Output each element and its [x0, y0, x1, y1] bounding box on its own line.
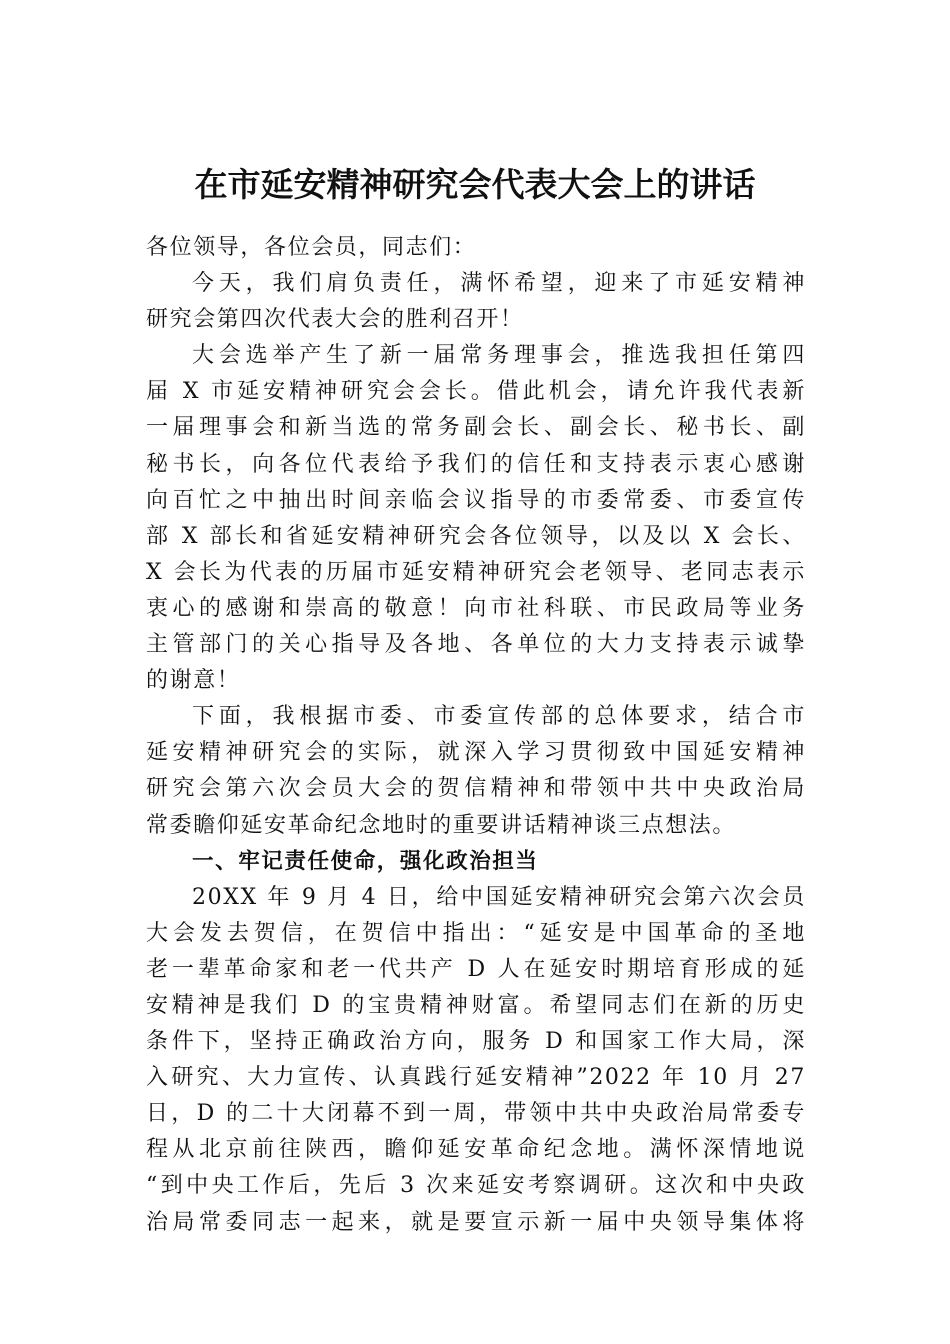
paragraph-line: 今天，我们肩负责任，满怀希望，迎来了市延安精神: [192, 271, 806, 297]
paragraph-line: 程从北京前往陕西，瞻仰延安革命纪念地。满怀深情地说: [146, 1137, 806, 1163]
paragraph-line: “到中央工作后，先后 3 次来延安考察调研。这次和中央政: [146, 1173, 806, 1199]
paragraph-line: 入研究、大力宣传、认真践行延安精神”2022 年 10 月 27: [146, 1065, 806, 1091]
document-title: 在市延安精神研究会代表大会上的讲话: [194, 165, 756, 204]
paragraph-line: 治局常委同志一起来，就是要宣示新一届中央领导集体将: [146, 1209, 806, 1235]
paragraph-line: 常委瞻仰延安革命纪念地时的重要讲话精神谈三点想法。: [146, 812, 737, 838]
paragraph-line: 主管部门的关心指导及各地、各单位的大力支持表示诚挚: [146, 632, 806, 658]
paragraph-line: 衷心的感谢和崇高的敬意！向市社科联、市民政局等业务: [146, 595, 806, 621]
paragraph-line: 部 X 部长和省延安精神研究会各位领导，以及以 X 会长、: [146, 523, 806, 549]
paragraph-line: 大会发去贺信，在贺信中指出：“延安是中国革命的圣地: [146, 920, 806, 946]
paragraph-line: 秘书长，向各位代表给予我们的信任和支持表示衷心感谢: [146, 451, 806, 477]
section-heading: 一、牢记责任使命，强化政治担当: [192, 848, 539, 874]
paragraph-line: X 会长为代表的历届市延安精神研究会老领导、老同志表示: [146, 559, 806, 585]
paragraph-line: 安精神是我们 D 的宝贵精神财富。希望同志们在新的历史: [146, 992, 806, 1018]
paragraph-line: 老一辈革命家和老一代共产 D 人在延安时期培育形成的延: [146, 956, 806, 982]
paragraph-line: 延安精神研究会的实际，就深入学习贯彻致中国延安精神: [146, 740, 806, 766]
paragraph-line: 的谢意！: [146, 668, 241, 694]
paragraph-line: 日，D 的二十大闭幕不到一周，带领中共中央政治局常委专: [146, 1101, 806, 1127]
paragraph-line: 研究会第六次会员大会的贺信精神和带领中共中央政治局: [146, 776, 806, 802]
paragraph-line: 20XX 年 9 月 4 日，给中国延安精神研究会第六次会员: [192, 884, 806, 910]
document-body: [146, 230, 806, 1241]
paragraph-line: 向百忙之中抽出时间亲临会议指导的市委常委、市委宣传: [146, 487, 806, 513]
paragraph-line: 研究会第四次代表大会的胜利召开！: [146, 307, 524, 333]
paragraph-line: 届 X 市延安精神研究会会长。借此机会，请允许我代表新: [146, 379, 806, 405]
paragraph-line: 各位领导，各位会员，同志们：: [146, 235, 477, 260]
paragraph-line: 大会选举产生了新一届常务理事会，推选我担任第四: [192, 343, 806, 369]
paragraph-line: 条件下，坚持正确政治方向，服务 D 和国家工作大局，深: [146, 1029, 806, 1055]
paragraph-line: 下面，我根据市委、市委宣传部的总体要求，结合市: [192, 704, 806, 730]
paragraph-line: 一届理事会和新当选的常务副会长、副会长、秘书长、副: [146, 415, 806, 441]
